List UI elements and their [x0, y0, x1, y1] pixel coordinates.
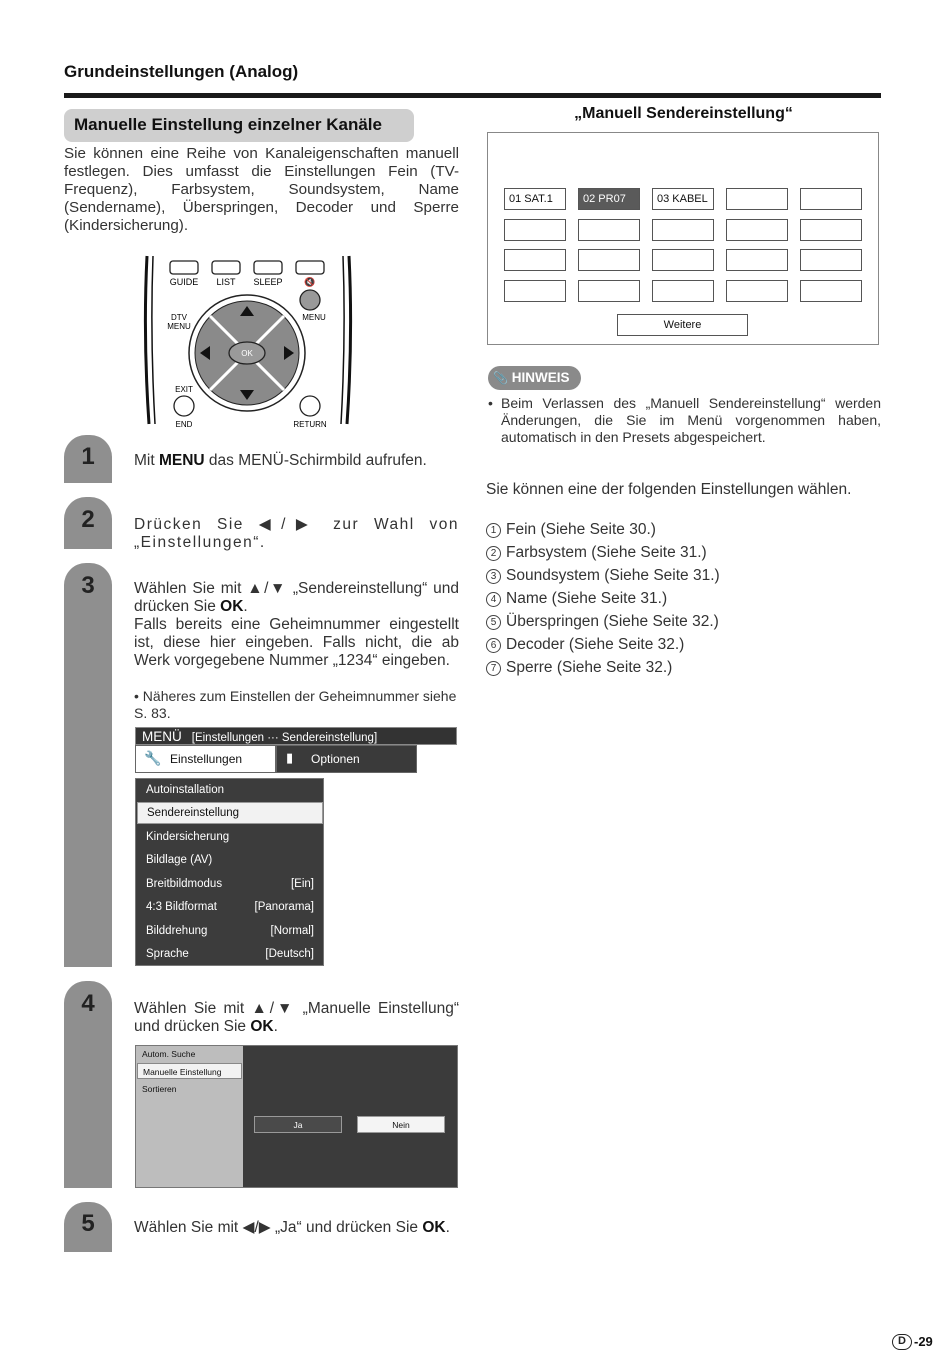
bullet-icon: • — [488, 395, 493, 411]
menu-item-manuelle-einstellung[interactable]: Manuelle Einstellung — [137, 1063, 242, 1079]
channel-cell[interactable] — [578, 249, 640, 271]
channel-cell[interactable]: 03 KABEL — [652, 188, 714, 210]
option-item: 5 Überspringen (Siehe Seite 32.) — [486, 613, 719, 631]
step-3-text: Wählen Sie mit ▲/▼ „Sendereinstellung“ und drücken Sie OK. Falls bereits eine Geheimnummer eingestellt ist, diese hier eingeben. Falls nicht, die ab Werk vorgegebene Nummer „1234“ eingeben. — [134, 580, 459, 669]
channel-cell[interactable] — [504, 249, 566, 271]
menu-item-kindersicherung[interactable]: Kindersicherung — [146, 831, 230, 843]
dtv-label: DTV — [171, 313, 187, 322]
option-item: 1 Fein (Siehe Seite 30.) — [486, 521, 656, 539]
channel-cell[interactable]: 01 SAT.1 — [504, 188, 566, 210]
channel-panel-title: „Manuell Sendereinstellung“ — [574, 105, 793, 122]
step-5-text: Wählen Sie mit ◀/▶ „Ja“ und drücken Sie OK. — [134, 1219, 450, 1236]
options-intro: Sie können eine der folgenden Einstellungen wählen. — [486, 481, 852, 498]
step-1-text: Mit MENU das MENÜ-Schirmbild aufrufen. — [134, 452, 427, 469]
option-item: 2 Farbsystem (Siehe Seite 31.) — [486, 544, 707, 562]
options-tab-icon: ▮ — [286, 750, 294, 765]
channel-cell[interactable] — [578, 280, 640, 302]
option-item: 4 Name (Siehe Seite 31.) — [486, 590, 667, 608]
menu-label: MENU — [302, 313, 326, 322]
paperclip-icon: 📎 — [493, 371, 508, 385]
channel-cell[interactable] — [652, 249, 714, 271]
step-1-number: 1 — [81, 443, 95, 470]
guide-label: GUIDE — [169, 277, 199, 287]
menu-item-breitbildmodus[interactable]: Breitbildmodus [Ein] — [146, 878, 314, 890]
settings-tab-icon: 🔧 — [144, 750, 162, 766]
ok-label: OK — [241, 349, 253, 358]
channel-cell[interactable] — [800, 188, 862, 210]
step-4-text: Wählen Sie mit ▲/▼ „Manuelle Einstellung“ und drücken Sie OK. — [134, 1000, 459, 1035]
step-4-number: 4 — [81, 990, 95, 1017]
exit-label: EXIT — [175, 385, 193, 394]
channel-cell[interactable] — [800, 280, 862, 302]
return-label: RETURN — [293, 420, 327, 429]
menu-item-bilddrehung[interactable]: Bilddrehung [Normal] — [146, 925, 314, 937]
channel-cell[interactable] — [652, 219, 714, 241]
option-item: 7 Sperre (Siehe Seite 32.) — [486, 659, 672, 677]
section-title: Manuelle Einstellung einzelner Kanäle — [64, 109, 414, 142]
tab-einstellungen[interactable]: 🔧 Einstellungen — [135, 745, 276, 773]
page-number: -29 — [914, 1334, 933, 1349]
menu-item-sprache[interactable]: Sprache [Deutsch] — [146, 948, 314, 960]
step-2-number: 2 — [81, 506, 95, 533]
hinweis-badge: 📎 HINWEIS — [488, 366, 581, 390]
menu-item-bildlage[interactable]: Bildlage (AV) — [146, 854, 213, 866]
channel-cell[interactable] — [726, 280, 788, 302]
channel-cell[interactable] — [726, 188, 788, 210]
channel-cell[interactable] — [726, 249, 788, 271]
list-label: LIST — [216, 277, 236, 287]
channel-cell[interactable] — [504, 219, 566, 241]
settings-menu-list — [135, 778, 324, 966]
step-3-number: 3 — [81, 572, 95, 599]
mute-icon: 🔇 — [304, 277, 316, 287]
channel-cell-selected[interactable]: 02 PR07 — [578, 188, 640, 210]
option-item: 3 Soundsystem (Siehe Seite 31.) — [486, 567, 720, 585]
menu-item-autoinstallation[interactable]: Autoinstallation — [146, 784, 224, 796]
menu-item-sortieren[interactable]: Sortieren — [142, 1084, 177, 1094]
menu-item-sendereinstellung[interactable]: Sendereinstellung — [137, 802, 323, 824]
step-3-bullet: • Näheres zum Einstellen der Geheimnummer siehe S. 83. — [134, 688, 457, 721]
menu-item-bildformat[interactable]: 4:3 Bildformat [Panorama] — [146, 901, 314, 913]
step-5-number: 5 — [81, 1210, 95, 1237]
channel-cell[interactable] — [726, 219, 788, 241]
page-heading: Grundeinstellungen (Analog) — [64, 62, 299, 81]
menu-item-autom-suche[interactable]: Autom. Suche — [142, 1049, 196, 1059]
hinweis-note: • Beim Verlassen des „Manuell Sendereinstellung“ werden Änderungen, die Sie im Menü vorgenommen haben, automatisch in den Presets abgespeichert. — [488, 395, 881, 445]
ja-button[interactable]: Ja — [254, 1116, 342, 1133]
nein-button[interactable]: Nein — [357, 1116, 445, 1133]
menu-title-bar: MENÜ [Einstellungen ··· Sendereinstellung] — [135, 727, 457, 745]
channel-cell[interactable] — [578, 219, 640, 241]
language-badge: D — [892, 1334, 912, 1350]
heading-rule — [64, 93, 881, 98]
dtv-menu-label: MENU — [167, 322, 191, 331]
channel-cell[interactable] — [800, 249, 862, 271]
option-item: 6 Decoder (Siehe Seite 32.) — [486, 636, 684, 654]
tab-optionen[interactable]: ▮ Optionen — [276, 745, 417, 773]
step-3-bar — [64, 563, 112, 967]
remote-control-illustration — [143, 256, 353, 429]
step-2-text: Drücken Sie ◀/▶ zur Wahl von „Einstellungen“. — [134, 516, 459, 551]
intro-paragraph: Sie können eine Reihe von Kanaleigenschaften manuell festlegen. Dies umfasst die Einstellungen Fein (TV-Frequenz), Farbsystem, Soundsystem, Name (Sendername), Überspringen, Decoder und Sperre (Kindersicherung). — [64, 145, 459, 234]
channel-cell[interactable] — [652, 280, 714, 302]
channel-cell[interactable] — [504, 280, 566, 302]
channel-cell[interactable] — [800, 219, 862, 241]
weitere-button[interactable]: Weitere — [617, 314, 748, 336]
end-label: END — [175, 420, 193, 429]
sleep-label: SLEEP — [253, 277, 283, 287]
